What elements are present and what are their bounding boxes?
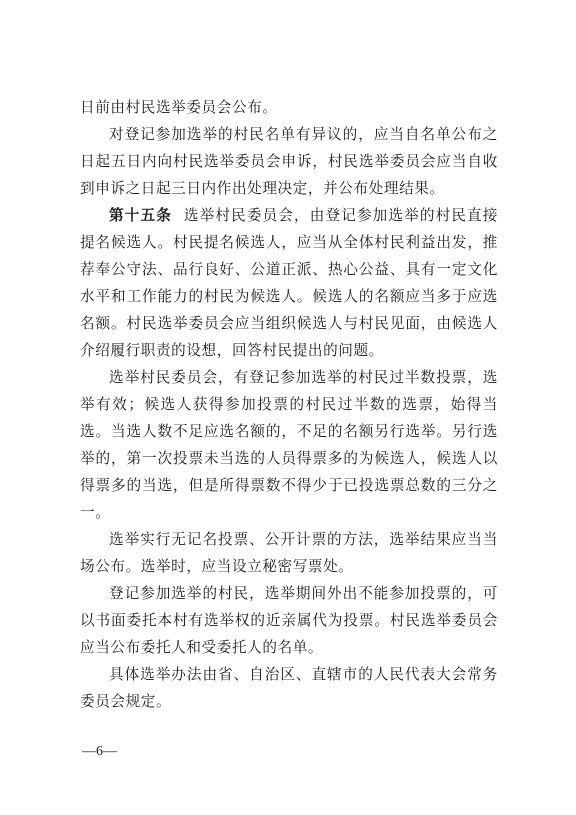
- page-number: —6—: [82, 744, 117, 759]
- paragraph-continuation: 日前由村民选举委员会公布。: [80, 99, 278, 116]
- paragraph-proxy-voting: 登记参加选举的村民，选举期间外出不能参加投票的，可以书面委托本村有选举权的近亲属代为投票。村民选举委员会应当公布委托人和受委托人的名单。: [80, 585, 498, 656]
- paragraph-secret-ballot: 选举实行无记名投票、公开计票的方法，选举结果应当当场公布。选举时，应当设立秘密写票处。: [80, 531, 498, 575]
- article-15-text: 选举村民委员会，由登记参加选举的村民直接提名候选人。村民提名候选人，应当从全体村民利益出发，推荐奉公守法、品行良好、公道正派、热心公益、具有一定文化水平和工作能力的村民为候选人。候选人的名额应当多于应选名额。村民选举委员会应当组织候选人与村民见面，由候选人介绍履行职责的设想，回答村民提出的问题。: [80, 207, 498, 359]
- paragraph-election-validity: 选举村民委员会，有登记参加选举的村民过半数投票，选举有效；候选人获得参加投票的村民过半数的选票，始得当选。当选人数不足应选名额的，不足的名额另行选举。另行选举的，第一次投票未当选的人员得票多的为候选人，候选人以得票多的当选，但是所得票数不得少于已投选票总数的三分之一。: [80, 369, 498, 521]
- paragraph-specific-measures: 具体选举办法由省、自治区、直辖市的人民代表大会常务委员会规定。: [80, 666, 498, 710]
- paragraph-article-15: [80, 202, 498, 364]
- article-heading: 第十五条: [109, 207, 172, 224]
- paragraph-objection: 对登记参加选举的村民名单有异议的，应当自名单公布之日起五日内向村民选举委员会申诉，村民选举委员会应当自收到申诉之日起三日内作出处理决定，并公布处理结果。: [80, 126, 498, 197]
- body-text: [80, 94, 498, 715]
